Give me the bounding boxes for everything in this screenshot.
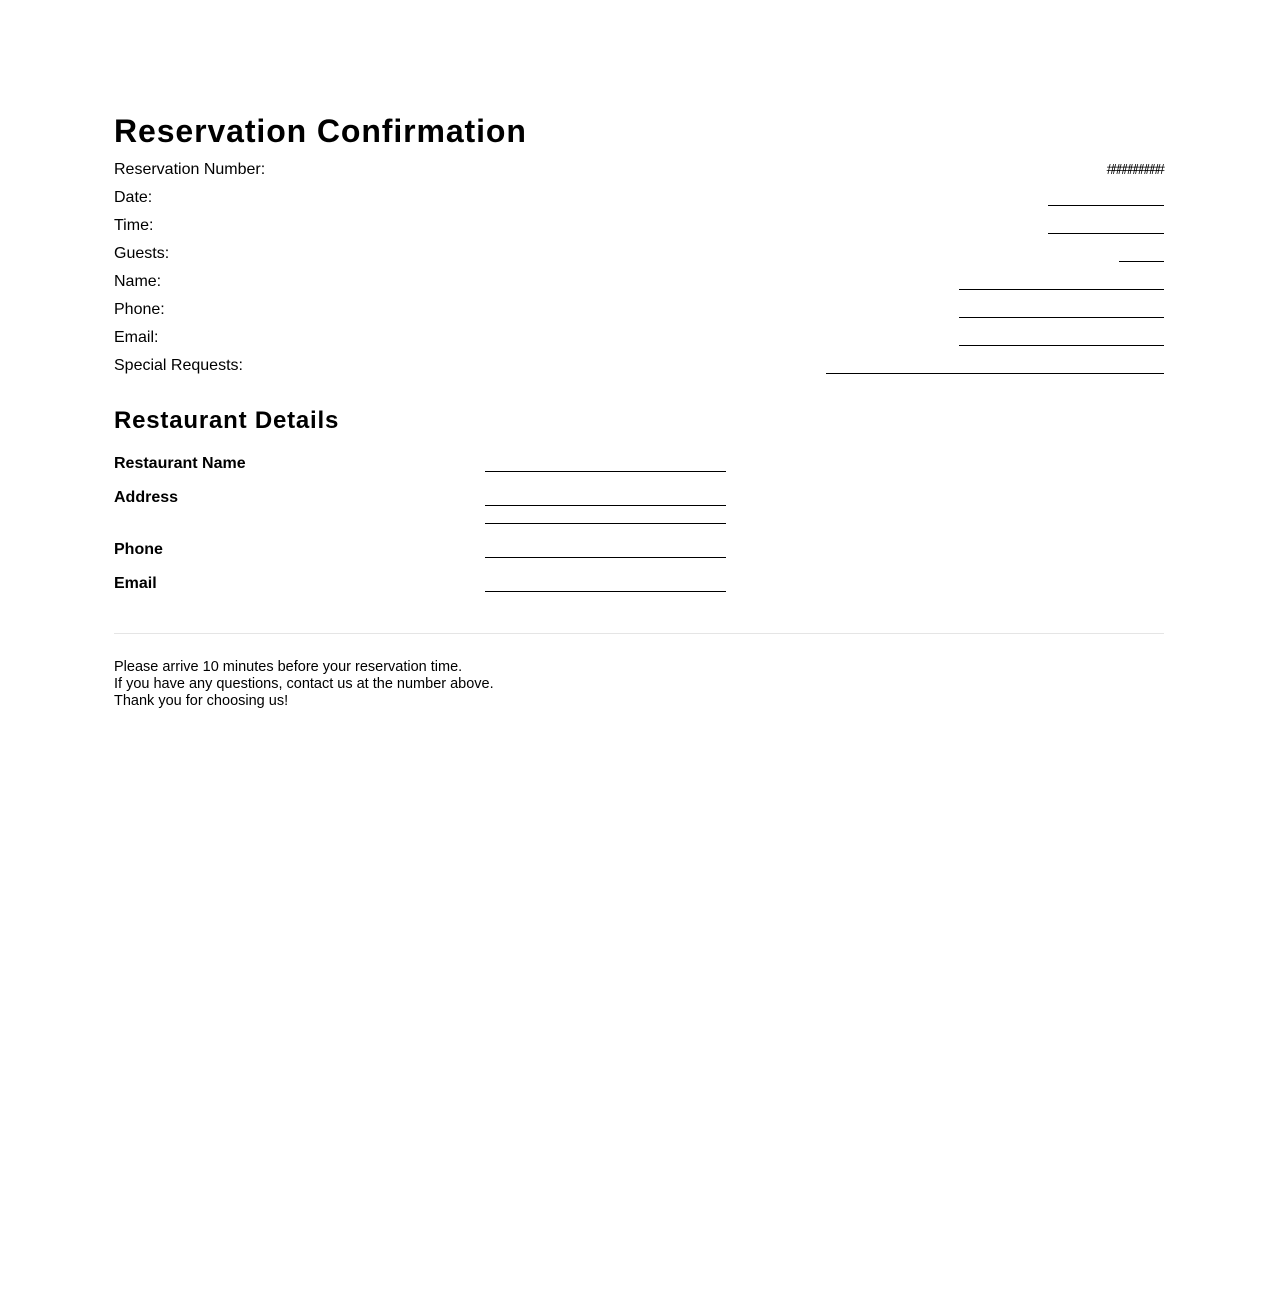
phone-field[interactable] [959, 317, 1164, 318]
guests-row [114, 240, 1164, 268]
restaurant-name-field[interactable] [485, 471, 726, 472]
restaurant-email-field[interactable] [485, 591, 726, 592]
name-row [114, 268, 1164, 296]
name-label: Name: [114, 273, 162, 290]
special-requests-field[interactable] [826, 373, 1164, 374]
address-row [114, 488, 726, 528]
date-row [114, 184, 1164, 212]
time-field[interactable] [1048, 233, 1164, 234]
footer-notes [114, 659, 494, 710]
restaurant-name-label: Restaurant Name [114, 455, 246, 472]
special-requests-label: Special Requests: [114, 357, 243, 374]
address-label: Address [114, 489, 179, 506]
address-field-line1[interactable] [485, 505, 726, 506]
reservation-number-row [114, 156, 1164, 184]
reservation-number-label: Reservation Number: [114, 161, 266, 178]
restaurant-name-row [114, 454, 726, 474]
email-field[interactable] [959, 345, 1164, 346]
restaurant-phone-field[interactable] [485, 557, 726, 558]
restaurant-details-heading: Restaurant Details [114, 407, 340, 434]
email-row [114, 324, 1164, 352]
name-field[interactable] [959, 289, 1164, 290]
restaurant-phone-row [114, 540, 726, 560]
address-field-line2[interactable] [485, 523, 726, 524]
guests-field[interactable] [1119, 261, 1164, 262]
time-label: Time: [114, 217, 154, 234]
time-row [114, 212, 1164, 240]
email-label: Email: [114, 329, 159, 346]
reservation-number-value: ########## [1106, 161, 1162, 178]
section-divider [114, 633, 1164, 634]
footer-line-arrival: Please arrive 10 minutes before your reservation time. [114, 659, 463, 675]
guests-label: Guests: [114, 245, 170, 262]
date-field[interactable] [1048, 205, 1164, 206]
date-label: Date: [114, 189, 153, 206]
page-title: Reservation Confirmation [114, 113, 527, 149]
phone-label: Phone: [114, 301, 165, 318]
restaurant-phone-label: Phone [114, 541, 163, 558]
footer-line-thanks: Thank you for choosing us! [114, 693, 289, 709]
special-requests-row [114, 352, 1164, 380]
restaurant-email-row [114, 574, 726, 594]
footer-line-contact: If you have any questions, contact us at the number above. [114, 676, 494, 692]
restaurant-email-label: Email [114, 575, 157, 592]
phone-row [114, 296, 1164, 324]
